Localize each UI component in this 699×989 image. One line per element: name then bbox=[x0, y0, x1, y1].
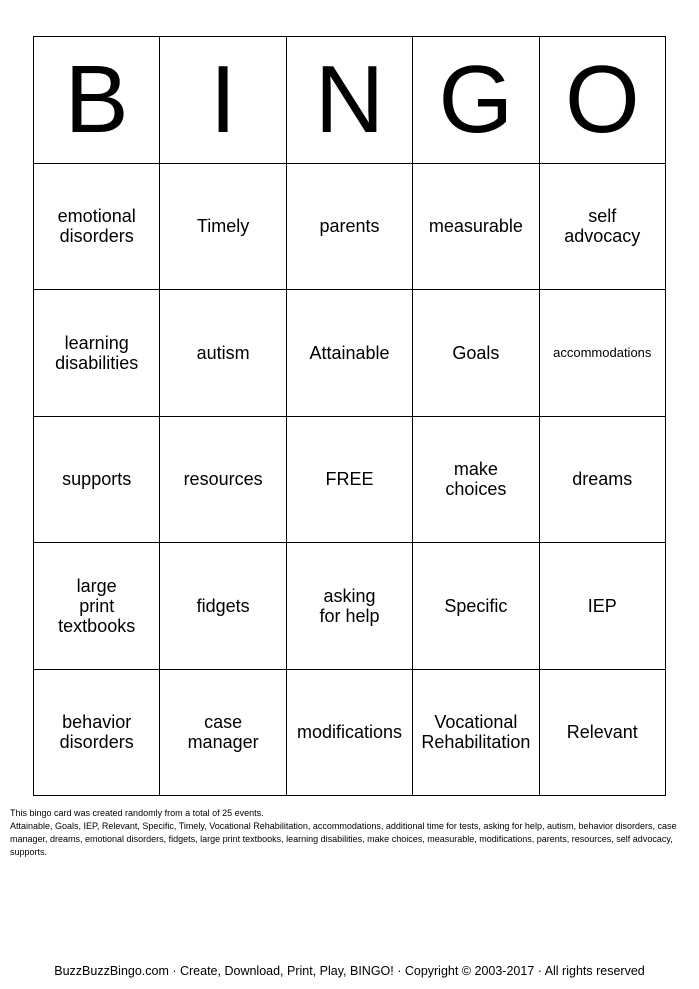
bingo-cell bbox=[160, 163, 286, 290]
cell-label: modifications bbox=[296, 722, 402, 743]
bingo-cell bbox=[413, 416, 539, 543]
header-letter-g: G bbox=[413, 37, 539, 164]
cell-label: emotional disorders bbox=[57, 206, 136, 247]
cell-label: Goals bbox=[452, 342, 500, 363]
cell-label: IEP bbox=[587, 595, 617, 616]
cell-label: supports bbox=[62, 469, 132, 490]
bingo-cell bbox=[413, 669, 539, 796]
bingo-cell bbox=[34, 163, 160, 290]
cell-label: learning disabilities bbox=[55, 332, 139, 373]
cell-label: fidgets bbox=[196, 595, 250, 616]
cell-label: case manager bbox=[187, 712, 259, 753]
card-info bbox=[10, 807, 690, 859]
bingo-cell bbox=[413, 543, 539, 670]
bingo-cell bbox=[539, 290, 665, 417]
cell-label: measurable bbox=[428, 216, 523, 237]
free-space-cell bbox=[286, 416, 412, 543]
cell-label: Relevant bbox=[566, 722, 638, 743]
bingo-cell bbox=[413, 163, 539, 290]
bingo-card bbox=[33, 36, 666, 796]
header-letter-i: I bbox=[160, 37, 286, 164]
cell-label: Specific bbox=[444, 595, 508, 616]
cell-label: dreams bbox=[572, 469, 633, 490]
cell-label: resources bbox=[183, 469, 263, 490]
cell-label: parents bbox=[319, 216, 380, 237]
cell-label: autism bbox=[196, 342, 250, 363]
bingo-cell bbox=[539, 163, 665, 290]
card-row-4 bbox=[34, 543, 666, 670]
bingo-cell bbox=[286, 290, 412, 417]
header-letter-b: B bbox=[34, 37, 160, 164]
cell-label: FREE bbox=[325, 469, 374, 490]
cell-label: Attainable bbox=[309, 342, 390, 363]
cell-label: large print textbooks bbox=[58, 575, 136, 636]
bingo-cell bbox=[539, 669, 665, 796]
card-info-word-list: Attainable, Goals, IEP, Relevant, Specific, Timely, Vocational Rehabilitation, accommodations, additional time for tests, asking for help, autism, behavior disorders, case manager, dreams, emotional disorders, fidgets, large print textbooks, learning disabilities, make choices, measurable, modifications, parents, resources, self advocacy, supports. bbox=[10, 821, 677, 857]
cell-label: Vocational Rehabilitation bbox=[421, 712, 531, 753]
cell-label: behavior disorders bbox=[59, 712, 134, 753]
card-row-2 bbox=[34, 290, 666, 417]
bingo-cell bbox=[34, 543, 160, 670]
header-letter-n: N bbox=[286, 37, 412, 164]
bingo-cell bbox=[160, 290, 286, 417]
card-info-summary: This bingo card was created randomly from a total of 25 events. bbox=[10, 808, 264, 818]
bingo-cell bbox=[34, 416, 160, 543]
bingo-cell bbox=[34, 290, 160, 417]
bingo-cell bbox=[413, 290, 539, 417]
footer-copyright: BuzzBuzzBingo.com · Create, Download, Print, Play, BINGO! · Copyright © 2003-2017 · All rights reserved bbox=[54, 964, 645, 978]
bingo-cell bbox=[160, 416, 286, 543]
bingo-cell bbox=[286, 669, 412, 796]
header-letter-o: O bbox=[539, 37, 665, 164]
bingo-cell bbox=[539, 416, 665, 543]
cell-label: make choices bbox=[445, 459, 507, 500]
cell-label: accommodations bbox=[553, 344, 652, 360]
card-row-3 bbox=[34, 416, 666, 543]
bingo-cell bbox=[286, 163, 412, 290]
cell-label: Timely bbox=[196, 216, 250, 237]
cell-label: asking for help bbox=[319, 585, 380, 626]
bingo-cell bbox=[34, 669, 160, 796]
cell-label: self advocacy bbox=[564, 206, 641, 247]
card-row-1 bbox=[34, 163, 666, 290]
header-row bbox=[34, 37, 666, 164]
bingo-cell bbox=[160, 669, 286, 796]
bingo-cell bbox=[539, 543, 665, 670]
bingo-cell bbox=[286, 543, 412, 670]
bingo-cell bbox=[160, 543, 286, 670]
card-row-5 bbox=[34, 669, 666, 796]
